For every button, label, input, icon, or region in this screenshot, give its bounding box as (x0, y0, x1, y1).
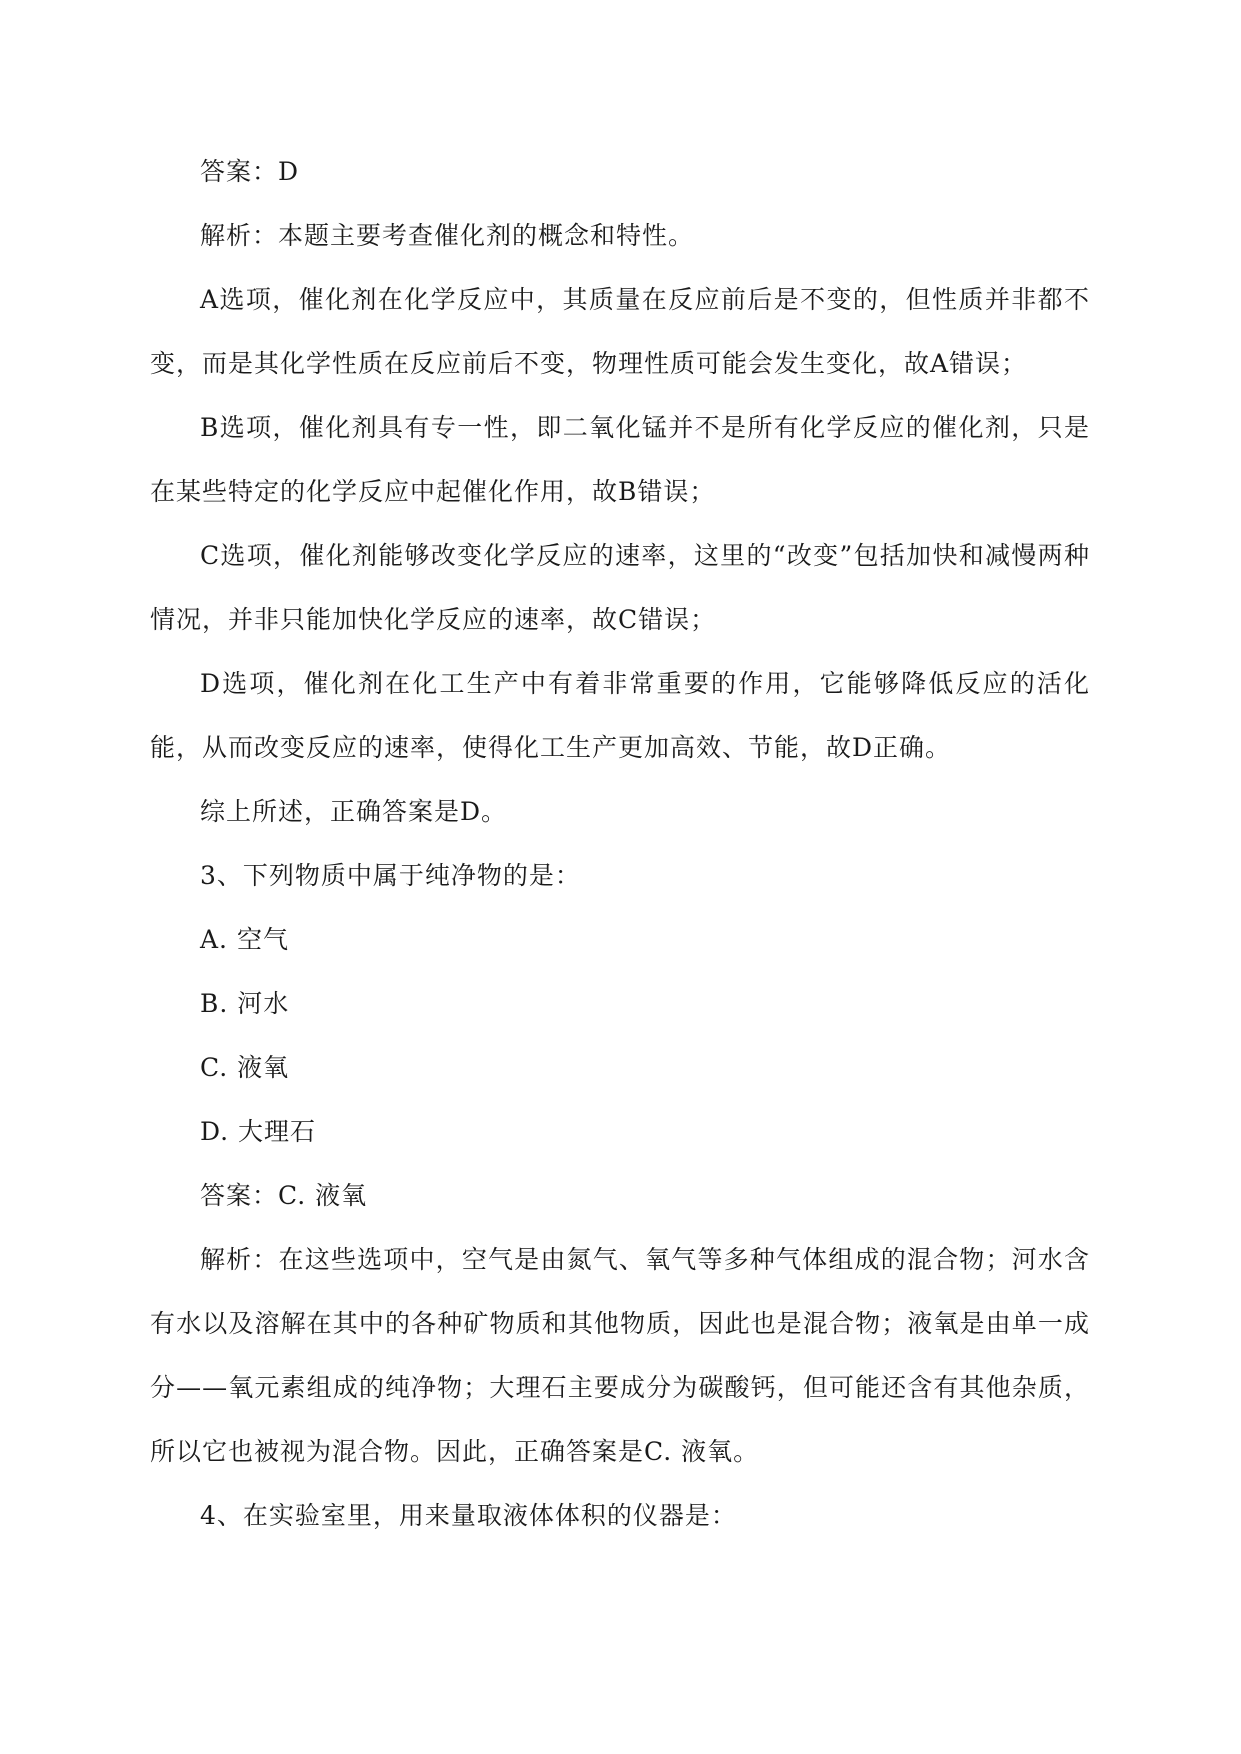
question-3: 3、下列物质中属于纯净物的是： (200, 861, 581, 890)
question-4: 4、在实验室里，用来量取液体体积的仪器是： (200, 1501, 737, 1530)
analysis-3: 解析：在这些选项中，空气是由氮气、氧气等多种气体组成的混合物；河水含有水以及溶解在其中的各种矿物质和其他物质，因此也是混合物；液氧是由单一成分——氧元素组成的纯净物；大理石主要成分为碳酸钙，但可能还含有其他杂质，所以它也被视为混合物。因此，正确答案是C. 液氧。 (150, 1245, 1090, 1466)
analysis-summary: 综上所述，正确答案是D。 (200, 797, 508, 826)
answer-3: 答案：C. 液氧 (200, 1181, 368, 1210)
analysis-option-a: A选项，催化剂在化学反应中，其质量在反应前后是不变的，但性质并非都不变，而是其化学性质在反应前后不变，物理性质可能会发生变化，故A错误； (150, 285, 1090, 378)
option-b: B. 河水 (200, 989, 290, 1018)
option-c: C. 液氧 (200, 1053, 290, 1082)
document-body (150, 140, 1090, 1548)
option-d: D. 大理石 (200, 1117, 317, 1146)
analysis-option-d: D选项，催化剂在化工生产中有着非常重要的作用，它能够降低反应的活化能，从而改变反应的速率，使得化工生产更加高效、节能，故D正确。 (150, 669, 1090, 762)
analysis-option-b: B选项，催化剂具有专一性，即二氧化锰并不是所有化学反应的催化剂，只是在某些特定的化学反应中起催化作用，故B错误； (150, 413, 1090, 506)
option-a: A. 空气 (200, 925, 289, 954)
analysis-intro: 解析：本题主要考查催化剂的概念和特性。 (200, 221, 695, 250)
answer-line: 答案：D (200, 157, 300, 186)
analysis-option-c: C选项，催化剂能够改变化学反应的速率，这里的“改变”包括加快和减慢两种情况，并非只能加快化学反应的速率，故C错误； (150, 541, 1090, 634)
